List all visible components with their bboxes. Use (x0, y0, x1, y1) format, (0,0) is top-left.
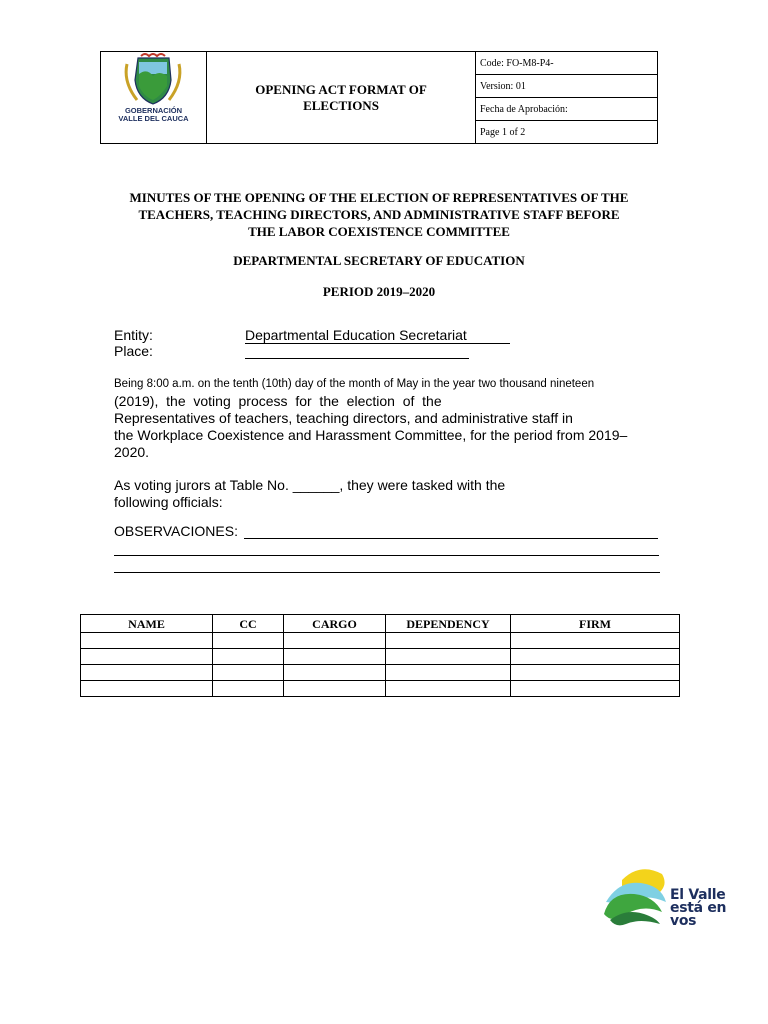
body-line1: Being 8:00 a.m. on the tenth (10th) day of the month of May in the year two thousand nineteen (114, 378, 595, 390)
table-cell[interactable] (386, 633, 511, 649)
column-header-name: NAME (81, 615, 213, 633)
body-line3: Representatives of teachers, teaching directors, and administrative staff in (114, 410, 573, 426)
observations-label: OBSERVACIONES: (114, 523, 238, 539)
logo-cell (101, 52, 207, 144)
heading-line1: MINUTES OF THE OPENING OF THE ELECTION OF REPRESENTATIVES OF THE (129, 190, 629, 205)
table-cell[interactable] (213, 633, 284, 649)
table-cell[interactable] (81, 649, 213, 665)
table-cell[interactable] (511, 649, 680, 665)
column-header-cargo: CARGO (284, 615, 386, 633)
observations-line-1 (244, 538, 658, 539)
body-line2: (2019), the voting process for the election of the (114, 393, 442, 409)
table-cell[interactable] (284, 681, 386, 697)
table-header-row (81, 615, 680, 633)
observations-line-2 (114, 555, 659, 556)
table-cell[interactable] (284, 633, 386, 649)
heading-line3: THE LABOR COEXISTENCE COMMITTEE (248, 224, 510, 239)
brand-line2: está en (670, 900, 727, 916)
place-underline (245, 358, 469, 359)
approval-date-field: Fecha de Aprobación: (476, 98, 658, 121)
entity-underline (245, 343, 510, 344)
table-cell[interactable] (81, 681, 213, 697)
form-title (207, 52, 476, 144)
table-cell[interactable] (511, 665, 680, 681)
table-cell[interactable] (213, 649, 284, 665)
el-valle-logo-icon (600, 862, 672, 934)
column-header-cc: CC (213, 615, 284, 633)
code-field: Code: FO-M8-P4- (476, 52, 658, 75)
brand-line1: El Valle (670, 887, 726, 903)
page-number: Page 1 of 2 (476, 121, 658, 144)
jurors-line2: following officials: (114, 494, 223, 510)
jurors-line1: As voting jurors at Table No. ______, they were tasked with the (114, 477, 506, 493)
table-cell[interactable] (511, 681, 680, 697)
table-cell[interactable] (213, 665, 284, 681)
column-header-dependency: DEPENDENCY (386, 615, 511, 633)
table-cell[interactable] (511, 633, 680, 649)
heading-line2: TEACHERS, TEACHING DIRECTORS, AND ADMINISTRATIVE STAFF BEFORE (138, 207, 620, 222)
table-row (81, 665, 680, 681)
column-header-firm: FIRM (511, 615, 680, 633)
coat-of-arms-icon (101, 52, 206, 144)
entity-value: Departmental Education Secretariat (245, 327, 467, 343)
place-label: Place: (114, 343, 153, 359)
table-cell[interactable] (386, 681, 511, 697)
logo-line1: GOBERNACIÓN (124, 106, 183, 115)
form-title-line1: OPENING ACT FORMAT OF (255, 81, 427, 97)
entity-label: Entity: (114, 327, 153, 343)
document-header (100, 51, 658, 144)
body-line4: the Workplace Coexistence and Harassment Committee, for the period from 2019– (114, 427, 628, 443)
form-title-line2: ELECTIONS (303, 97, 379, 113)
table-row (81, 649, 680, 665)
table-row (81, 633, 680, 649)
table-cell[interactable] (284, 649, 386, 665)
observations-line-3 (114, 572, 660, 573)
table-cell[interactable] (386, 649, 511, 665)
department-title: DEPARTMENTAL SECRETARY OF EDUCATION (233, 253, 525, 268)
table-cell[interactable] (284, 665, 386, 681)
period-title: PERIOD 2019–2020 (322, 284, 436, 299)
officials-table (80, 614, 680, 697)
version-field: Version: 01 (476, 75, 658, 98)
table-cell[interactable] (386, 665, 511, 681)
logo-line2: VALLE DEL CAUCA (118, 114, 189, 123)
table-row (81, 681, 680, 697)
table-cell[interactable] (81, 633, 213, 649)
brand-line3: vos (670, 913, 697, 929)
table-cell[interactable] (213, 681, 284, 697)
gobernacion-logo (101, 52, 206, 144)
body-line5: 2020. (114, 444, 150, 460)
table-cell[interactable] (81, 665, 213, 681)
